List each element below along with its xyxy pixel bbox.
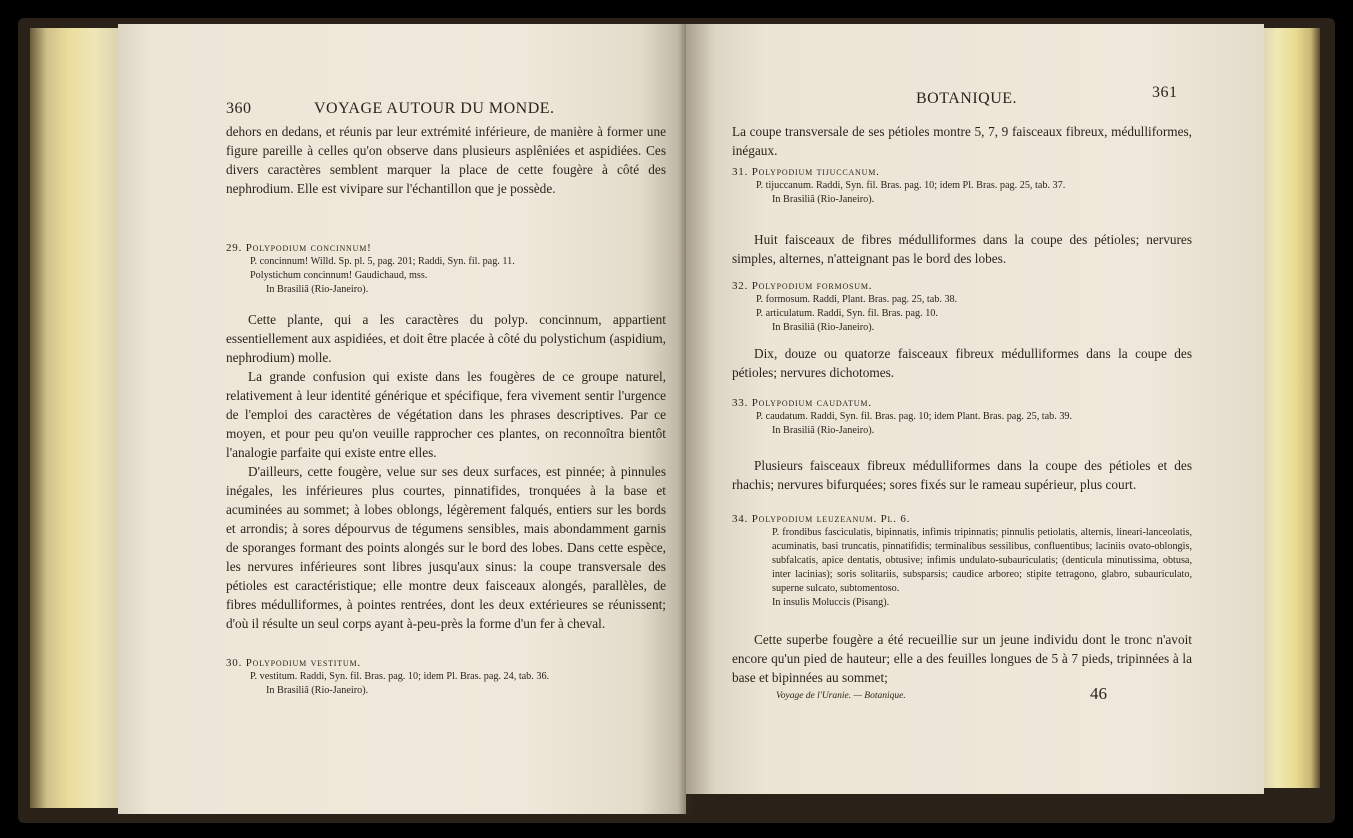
species-34-locality: In insulis Moluccis (Pisang). bbox=[772, 597, 890, 608]
right-paragraph-3-text: Plusieurs faisceaux fibreux médulliformes dans la coupe des pétioles et des rhachis; nervures bifurquées; sores fixés sur le rameau supérieur, plus court. bbox=[732, 458, 1192, 492]
right-running-head: BOTANIQUE. bbox=[916, 90, 1018, 107]
species-33-locality: In Brasiliâ (Rio-Janeiro). bbox=[772, 425, 875, 436]
species-32-ref1: P. formosum. Raddi, Plant. Bras. pag. 25, tab. 38. bbox=[756, 294, 958, 305]
species-31-locality: In Brasiliâ (Rio-Janeiro). bbox=[772, 194, 875, 205]
right-paragraph-2-text: Dix, douze ou quatorze faisceaux fibreux médulliformes dans la coupe des pétioles; nervures dichotomes. bbox=[732, 346, 1192, 380]
right-paragraph-1-text: Huit faisceaux de fibres médulliformes dans la coupe des pétioles; nervures simples, alternes, n'atteignant pas le bord des lobes. bbox=[732, 232, 1192, 266]
left-page-number: 360 bbox=[226, 100, 252, 117]
right-signature-mark: 46 bbox=[1090, 684, 1107, 703]
species-34-description: P. frondibus fasciculatis, bipinnatis, infimis tripinnatis; pinnulis petiolatis, alternis, lineari-lanceolatis, acuminatis, basi truncatis, pinnatifidis; terminalibus sessilibus, confluentibus; laciniis ovato-oblongis, subfalcatis, apice dentatis, obtusive; infimis undulato-subauriculatis; (denticula minutissima, obtusa, inter lacinias); soris solitariis, subsparsis; caudice arboreo; stipite tetragono, glabro, subauriculato, superne sulcato, subtomentoso. bbox=[772, 527, 1192, 594]
right-paragraph-2 bbox=[732, 344, 1192, 382]
species-33-ref1: P. caudatum. Raddi, Syn. fil. Bras. pag. 10; idem Plant. Bras. pag. 25, tab. 39. bbox=[756, 411, 1073, 422]
left-continued-paragraph: dehors en dedans, et réunis par leur extrémité inférieure, de manière à former une figure pareille à celles qu'on observe dans plusieurs asplêniées et aspidiées. Ces divers caractères semblent marquer la place de cette fougère à côté des nephrodium. Elle est vivipare sur l'échantillon que je possède. bbox=[226, 124, 666, 196]
species-29-title: 29. Polypodium concinnum! bbox=[226, 242, 372, 254]
species-31-ref1: P. tijuccanum. Raddi, Syn. fil. Bras. pag. 10; idem Pl. Bras. pag. 25, tab. 37. bbox=[756, 180, 1066, 191]
species-31-entry bbox=[732, 165, 1192, 207]
species-34-entry bbox=[732, 512, 1192, 610]
species-29-ref2: Polystichum concinnum! Gaudichaud, mss. bbox=[250, 270, 428, 281]
species-33-entry bbox=[732, 396, 1192, 438]
species-29-ref1: P. concinnum! Willd. Sp. pl. 5, pag. 201; Raddi, Syn. fil. pag. 11. bbox=[250, 256, 515, 267]
right-paragraph-3 bbox=[732, 456, 1192, 494]
left-paragraph-2: La grande confusion qui existe dans les fougères de ce groupe naturel, relativement à leur identité générique et spécifique, fera vivement sentir l'urgence de l'emploi des caractères de végétation dans les phrases descriptives. Par ce moyen, et pour peu qu'on veuille rapprocher ces plantes, on reconnoîtra bientôt l'analogie parfaite qui existe entre elles. bbox=[226, 369, 666, 460]
right-page-edges bbox=[1258, 28, 1320, 788]
left-paragraph-1: Cette plante, qui a les caractères du polyp. concinnum, appartient essentiellement aux aspidiées, et doit être placée à côté du polystichum (aspidium, nephrodium) molle. bbox=[226, 312, 666, 365]
left-running-head: VOYAGE AUTOUR DU MONDE. bbox=[314, 100, 555, 117]
species-32-title: 32. Polypodium formosum. bbox=[732, 280, 873, 292]
species-29-entry bbox=[226, 241, 666, 297]
species-30-locality: In Brasiliâ (Rio-Janeiro). bbox=[266, 685, 369, 696]
left-page bbox=[118, 24, 686, 814]
species-30-entry bbox=[226, 656, 666, 698]
right-paragraph-4-text: Cette superbe fougère a été recueillie sur un jeune individu dont le tronc n'avoit encore qu'un pied de hauteur; elle a des feuilles longues de 5 à 7 pieds, tripinnées à la base et bipinnées au sommet; bbox=[732, 632, 1192, 685]
right-paragraph-0: La coupe transversale de ses pétioles montre 5, 7, 9 faisceaux fibreux, médulliformes, inégaux. bbox=[732, 124, 1192, 158]
left-page-edges bbox=[30, 28, 122, 808]
left-text-body bbox=[226, 310, 666, 633]
species-32-locality: In Brasiliâ (Rio-Janeiro). bbox=[772, 322, 875, 333]
species-32-ref2: P. articulatum. Raddi, Syn. fil. Bras. pag. 10. bbox=[756, 308, 938, 319]
right-footer-imprint: Voyage de l'Uranie. — Botanique. bbox=[776, 691, 906, 701]
species-30-ref1: P. vestitum. Raddi, Syn. fil. Bras. pag. 10; idem Pl. Bras. pag. 24, tab. 36. bbox=[250, 671, 550, 682]
species-32-entry bbox=[732, 279, 1192, 335]
right-page bbox=[686, 24, 1264, 794]
right-page-number: 361 bbox=[1152, 84, 1178, 101]
species-29-locality: In Brasiliâ (Rio-Janeiro). bbox=[266, 284, 369, 295]
species-33-title: 33. Polypodium caudatum. bbox=[732, 397, 872, 409]
left-paragraph-3: D'ailleurs, cette fougère, velue sur ses deux surfaces, est pinnée; à pinnules inégales, les inférieures plus courtes, pinnatifides, tronquées à la base et acuminées au sommet; à lobes oblongs, légèrement falqués, entiers sur les bords et arrondis; à sores dépourvus de tégumens sensibles, mais abondamment garnis de sporanges formant des points alongés sur le bord des lobes. Dans cette espèce, les nervures inférieures sont libres jusqu'aux sinus: la coupe transversale des pétioles est caractéristique; elle montre deux faisceaux alongés, parallèles, de fibres médulliformes, à pointes rentrées, dont les deux extérieures se réunissent; d'où il résulte un seul corps ayant à-peu-près la forme d'un fer à cheval. bbox=[226, 464, 666, 631]
species-31-title: 31. Polypodium tijuccanum. bbox=[732, 166, 880, 178]
species-30-title: 30. Polypodium vestitum. bbox=[226, 657, 361, 669]
species-34-title: 34. Polypodium leuzeanum. Pl. 6. bbox=[732, 513, 911, 525]
right-paragraph-1 bbox=[732, 230, 1192, 268]
right-paragraph-4 bbox=[732, 630, 1192, 687]
